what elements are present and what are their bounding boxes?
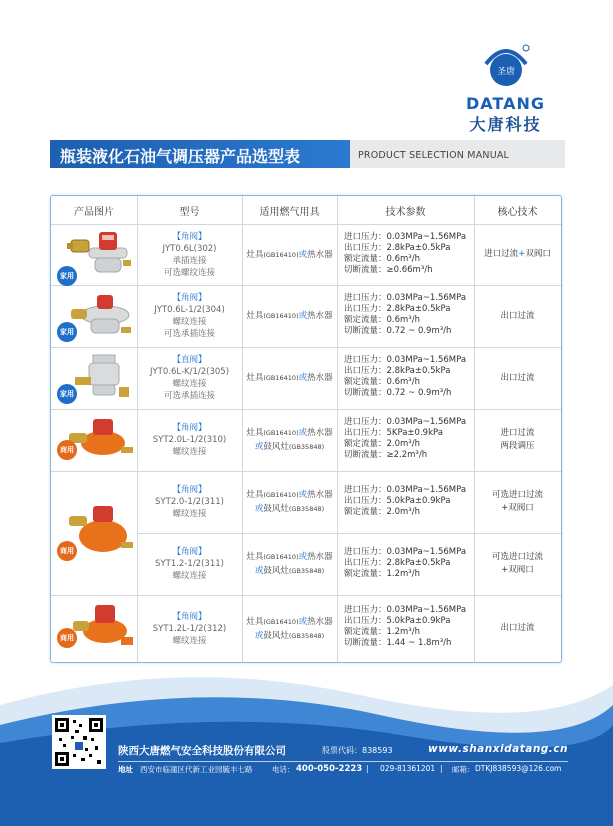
gas-appliance-cell: 灶具(GB16410)或热水器 或鼓风灶(GB35848) [246, 428, 333, 452]
email[interactable]: DTKJ838593@126.com [475, 764, 562, 773]
badge-household: 家用 [57, 266, 77, 286]
footer-line-1 [118, 743, 568, 760]
product-selection-table [50, 195, 562, 663]
product-image [65, 599, 135, 657]
company-name: 陕西大唐燃气安全科技股份有限公司 [118, 745, 286, 757]
model-cell: 【角阀】 JYT0.6L-1/2(304) 螺纹连接 可选承插连接 [154, 293, 225, 339]
gas-appliance-cell: 灶具(GB16410)或热水器 [246, 373, 333, 383]
footer-line-2: 地址 西安市临潼区代新工业园毓丰七路 电话： 400-050-2223 | 029-81361201 | 邮箱： DTKJ838593@126.com [118, 764, 562, 774]
product-image [71, 351, 133, 405]
gas-appliance-cell: 灶具(GB16410)或热水器 [246, 311, 333, 321]
tech-params-cell: 进口压力：0.03MPa~1.56MPa 出口压力：2.8kPa±0.5kPa 额定流量：1.2m³/h [344, 547, 467, 579]
core-tech-cell: 出口过流 [500, 372, 535, 383]
model-cell: 【角阀】 SYT2.0-1/2(311) 螺纹连接 [155, 485, 224, 519]
brand-name-cn: 大唐科技 [469, 115, 542, 134]
gas-appliance-cell: 灶具(GB16410)或热水器 [246, 249, 333, 260]
product-image [63, 413, 135, 467]
regulator-orange-icon [63, 492, 135, 572]
badge-commercial: 商用 [57, 628, 77, 648]
page-subtitle: PRODUCT SELECTION MANUAL [358, 150, 510, 161]
product-image [63, 492, 135, 572]
fax-number: 029-81361201 [380, 764, 436, 773]
model-cell: 【角阀】 JYT0.6L(302) 承插连接 可选螺纹连接 [162, 231, 217, 278]
model-cell: 【角阀】 SYT1.2L-1/2(312) 螺纹连接 [152, 611, 227, 646]
badge-household: 家用 [57, 322, 77, 342]
core-tech-cell: 进口过流+双阀口 [484, 249, 551, 259]
core-tech-cell: 进口过流 两段调压 [500, 428, 535, 451]
brand-name-en: DATANG [466, 94, 545, 113]
phone-label: 电话： [272, 765, 295, 774]
address: 西安市临潼区代新工业园毓丰七路 [140, 765, 253, 774]
gas-appliance-cell: 灶具(GB16410)或热水器 或鼓风灶(GB35848) [246, 490, 333, 514]
core-tech-cell: 出口过流 [500, 623, 535, 633]
tech-params-cell: 进口压力：0.03MPa~1.56MPa 出口压力：2.8kPa±0.5kPa 额定流量：0.6m³/h 切断流量：0.72 ~ 0.9m³/h [344, 355, 467, 398]
header-gas-appliance: 适用燃气用具 [259, 206, 320, 218]
regulator-grey-icon [71, 351, 133, 405]
address-label: 地址 [118, 765, 133, 774]
email-label: 邮箱： [452, 765, 475, 774]
phone-number[interactable]: 400-050-2223 [296, 764, 363, 774]
model-cell: 【角阀】 SYT1.2-1/2(311) 螺纹连接 [155, 547, 224, 581]
page-title [60, 144, 300, 167]
badge-household: 家用 [57, 384, 77, 404]
qr-code [52, 715, 106, 769]
title-band [50, 140, 565, 168]
brand-logo [438, 42, 573, 132]
tech-params-cell: 进口压力：0.03MPa~1.56MPa 出口压力：2.8kPa±0.5kPa 额定流量：0.6m³/h 切断流量：0.72 ~ 0.9m³/h [344, 293, 467, 336]
gas-appliance-cell: 灶具(GB16410)或热水器 或鼓风灶(GB35848) [246, 616, 333, 641]
regulator-orange-icon [65, 599, 135, 657]
header-product-image: 产品图片 [74, 206, 114, 218]
model-cell: 【直阀】 JYT0.6L-K/1/2(305) 螺纹连接 可选承插连接 [149, 355, 230, 401]
brand-emblem-icon [480, 42, 532, 88]
core-tech-cell: 出口过流 [500, 310, 535, 321]
stock-code: 股票代码：838593 [322, 746, 393, 755]
core-tech-cell: 可选进口过流 +双阀口 [491, 552, 543, 575]
core-tech-cell: 可选进口过流 +双阀口 [491, 490, 543, 513]
model-cell: 【角阀】 SYT2.0L-1/2(310) 螺纹连接 [152, 423, 227, 457]
tech-params-cell: 进口压力：0.03MPa~1.56MPa 出口压力：2.8kPa±0.5kPa 额定流量：0.6m³/h 切断流量：≥0.66m³/h [344, 232, 467, 275]
gas-appliance-cell: 灶具(GB16410)或热水器 或鼓风灶(GB35848) [246, 552, 333, 576]
title-accent: 产品选型表 [220, 147, 301, 166]
qr-code-icon [55, 718, 103, 766]
website-link[interactable]: www.shanxidatang.cn [428, 743, 568, 755]
regulator-orange-icon [63, 413, 135, 467]
header-tech-params: 技术参数 [385, 206, 426, 218]
title-main: 瓶装液化石油气调压器 [60, 147, 221, 166]
tech-params-cell: 进口压力：0.03MPa~1.56MPa 出口压力：5.0kPa±0.9kPa 额定流量：1.2m³/h 切断流量：1.44 ~ 1.8m³/h [344, 605, 467, 648]
footer-divider [118, 761, 568, 762]
tech-params-cell: 进口压力：0.03MPa~1.56MPa 出口压力：5KPa±0.9kPa 额定流量：2.0m³/h 切断流量：≥2.2m³/h [344, 417, 467, 460]
header-core-tech: 核心技术 [497, 206, 538, 218]
tech-params-cell: 进口压力：0.03MPa~1.56MPa 出口压力：5.0kPa±0.9kPa 额定流量：2.0m³/h [344, 485, 467, 517]
brand-mark-text: 圣唐 [496, 67, 516, 77]
header-model: 型号 [179, 206, 200, 218]
badge-commercial: 商用 [57, 440, 77, 460]
badge-commercial: 商用 [57, 541, 77, 561]
